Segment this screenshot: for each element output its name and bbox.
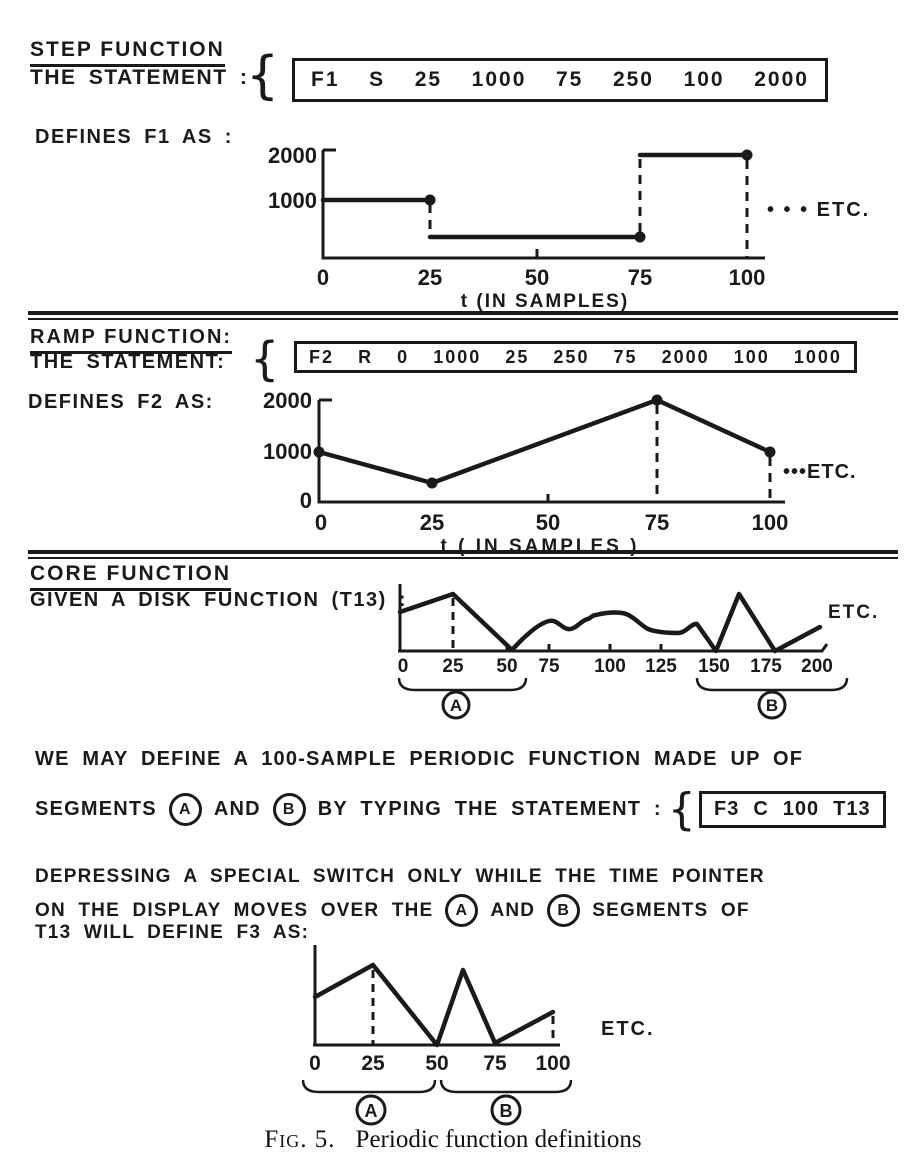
x-tick-label: 150 <box>698 656 730 677</box>
statement-token: 25 <box>414 68 443 91</box>
dashed-guides <box>657 405 770 502</box>
x-tick-label: 0 <box>316 265 330 290</box>
switch-line2-pre: ON THE DISPLAY MOVES OVER THE <box>35 899 434 921</box>
statement-token: 1000 <box>433 346 482 367</box>
x-tick-label: 25 <box>417 265 443 290</box>
x-tick-label: 100 <box>728 265 766 290</box>
step-plot-axes <box>323 150 765 258</box>
statement-token: 2000 <box>754 68 809 91</box>
ramp-plot-axes <box>319 400 785 502</box>
segment-b-inline-circle: B <box>273 793 306 826</box>
ramp-statement-box <box>294 341 857 373</box>
switch-note-line1: DEPRESSING A SPECIAL SWITCH ONLY WHILE THE TIME POINTER <box>35 866 765 887</box>
data-point-dot <box>652 395 663 406</box>
statement-token: S <box>369 68 386 91</box>
etc-annotation: • • • ETC. <box>767 199 871 221</box>
left-brace: { <box>250 332 280 386</box>
underbrace-segment-b <box>697 678 847 690</box>
x-tick-label: 100 <box>751 510 789 535</box>
etc-annotation: ETC. <box>828 602 880 623</box>
left-brace: { <box>667 784 697 835</box>
segment-a-label: A <box>364 1101 378 1121</box>
compose-line2-post: BY TYPING THE STATEMENT : <box>317 798 662 820</box>
dashed-guides <box>430 159 747 258</box>
segment-b-inline-circle: B <box>547 894 580 927</box>
segment-b-label: B <box>499 1101 513 1121</box>
data-point-dot <box>635 232 646 243</box>
statement-token: F3 <box>714 798 740 820</box>
section-divider <box>28 311 898 320</box>
left-brace: { <box>246 46 280 106</box>
data-point-dot <box>742 150 753 161</box>
f3-plot <box>285 940 705 1130</box>
ramp-defines-label: DEFINES F2 AS: <box>28 391 214 413</box>
figure-caption <box>0 1126 906 1154</box>
core-given-label: GIVEN A DISK FUNCTION (T13) : <box>30 589 408 611</box>
x-tick-label: 0 <box>314 510 328 535</box>
statement-token: C <box>753 798 769 820</box>
x-tick-label: 0 <box>309 1052 321 1075</box>
x-tick-label: 25 <box>361 1052 385 1075</box>
statement-token: 2000 <box>661 346 710 367</box>
x-tick-label: 75 <box>644 510 670 535</box>
x-tick-label: 200 <box>801 656 833 677</box>
x-tick-label: 0 <box>397 656 409 677</box>
y-tick-label: 1000 <box>268 188 317 213</box>
x-tick-label: 75 <box>538 656 560 677</box>
ramp-section-heading: RAMP FUNCTION: <box>30 326 232 354</box>
x-tick-label: 50 <box>496 656 518 677</box>
etc-annotation: •••ETC. <box>783 461 857 483</box>
compose-paragraph-line2 <box>35 784 886 835</box>
ramp-plot <box>185 388 885 556</box>
step-defines-label: DEFINES F1 AS : <box>35 126 233 148</box>
statement-token: F2 <box>309 346 335 367</box>
statement-token: 100 <box>683 68 725 91</box>
step-section-heading: STEP FUNCTION <box>30 38 225 67</box>
x-tick-label: 125 <box>645 656 677 677</box>
segment-a-inline-circle: A <box>169 793 202 826</box>
x-tick-label: 100 <box>594 656 626 677</box>
x-tick-label: 75 <box>627 265 653 290</box>
segment-a-label: A <box>449 696 463 715</box>
statement-token: 75 <box>555 68 584 91</box>
x-tick-label: 25 <box>419 510 445 535</box>
x-tick-label: 100 <box>535 1052 571 1075</box>
core-section-heading: CORE FUNCTION <box>30 562 231 591</box>
x-axis-label: t (IN SAMPLES) <box>460 291 630 312</box>
compose-line2-mid: AND <box>213 798 261 820</box>
segment-a-inline-circle: A <box>445 894 478 927</box>
data-point-dot <box>425 195 436 206</box>
figure-number: Fig. 5. <box>264 1126 336 1153</box>
compose-paragraph-line1: WE MAY DEFINE A 100-SAMPLE PERIODIC FUNCTION MADE UP OF <box>35 748 804 770</box>
dashed-guides <box>373 970 553 1045</box>
etc-annotation: ETC. <box>601 1018 655 1040</box>
section-divider <box>28 550 898 559</box>
underbrace-segment-b <box>441 1080 571 1092</box>
y-tick-label: 1000 <box>263 439 312 464</box>
x-tick-label: 25 <box>442 656 464 677</box>
statement-token: 250 <box>612 68 654 91</box>
disk-function-trace <box>400 594 820 651</box>
ramp-statement-label: THE STATEMENT: <box>30 351 226 373</box>
figure-title: Periodic function definitions <box>355 1126 642 1153</box>
statement-token: R <box>358 346 374 367</box>
statement-token: 0 <box>397 346 410 367</box>
statement-token: F1 <box>311 68 340 91</box>
x-axis-label: t ( IN SAMPLES ) <box>440 536 640 557</box>
x-tick-label: 50 <box>535 510 561 535</box>
statement-token: 250 <box>553 346 590 367</box>
statement-token: T13 <box>833 798 871 820</box>
statement-token: 25 <box>505 346 530 367</box>
y-tick-label: 2000 <box>263 388 312 413</box>
y-tick-label: 0 <box>299 488 312 513</box>
step-trace <box>323 155 747 237</box>
step-statement-label: THE STATEMENT : <box>30 66 249 89</box>
disk-function-plot <box>385 568 906 720</box>
x-tick-label: 50 <box>524 265 550 290</box>
x-tick-label: 75 <box>483 1052 507 1075</box>
statement-token: 1000 <box>793 346 842 367</box>
f3-trace <box>315 965 553 1045</box>
y-tick-label: 2000 <box>268 143 317 168</box>
underbrace-segment-a <box>399 678 526 690</box>
core-statement-box <box>699 791 886 828</box>
compose-line2-pre: SEGMENTS <box>35 798 157 820</box>
data-point-dot <box>314 447 325 458</box>
step-statement-box <box>292 58 828 102</box>
statement-token: 1000 <box>471 68 527 91</box>
switch-note-line3: T13 WILL DEFINE F3 AS: <box>35 922 310 943</box>
disk-plot-axes <box>398 584 827 651</box>
statement-token: 75 <box>613 346 638 367</box>
segment-b-label: B <box>765 696 779 715</box>
switch-line2-mid: AND <box>490 899 536 921</box>
statement-token: 100 <box>733 346 770 367</box>
x-tick-label: 50 <box>425 1052 449 1075</box>
switch-line2-post: SEGMENTS OF <box>592 899 750 921</box>
ramp-trace <box>319 400 770 483</box>
data-point-dot <box>765 447 776 458</box>
step-plot <box>185 128 885 310</box>
underbrace-segment-a <box>303 1080 435 1092</box>
x-tick-label: 175 <box>750 656 782 677</box>
data-point-dot <box>427 478 438 489</box>
statement-token: 100 <box>782 798 820 820</box>
